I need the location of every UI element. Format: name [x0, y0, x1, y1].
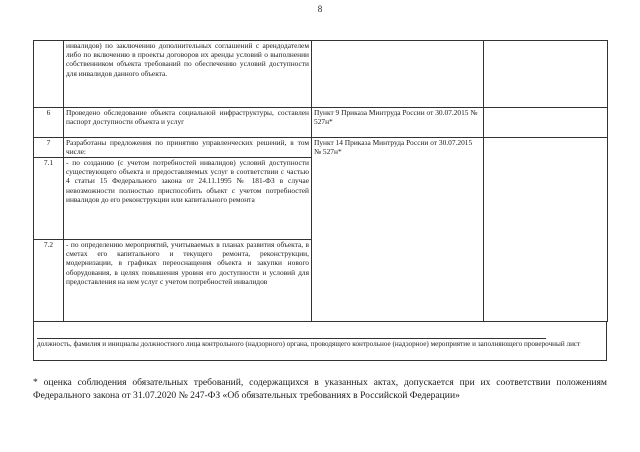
signature-line[interactable] [37, 338, 546, 339]
answer-cell[interactable] [484, 138, 608, 322]
row-number: 7.1 [34, 158, 64, 240]
table-row [34, 41, 608, 108]
signature-caption: должность, фамилия и инициалы должностного лица контрольного (надзорного) органа, проводящего контрольное (надзорное) мероприятие и заполняющего проверочный лист [37, 340, 581, 348]
page-number: 8 [317, 4, 323, 14]
row-number [34, 41, 64, 108]
row-number: 7.2 [34, 240, 64, 322]
checklist-table [33, 40, 608, 322]
legal-reference [312, 41, 484, 108]
requirement-text: Проведено обследование объекта социальной инфраструктуры, составлен паспорт доступности объекта и услуг [64, 108, 312, 138]
footnote: * оценка соблюдения обязательных требований, содержащихся в указанных актах, допускается при их соответствии положениям Федерального закона от 31.07.2020 № 247-ФЗ «Об обязательных требованиях в Российской Федерации» [33, 377, 607, 401]
table-row [34, 138, 608, 158]
answer-cell[interactable] [484, 41, 608, 108]
signature-block [33, 321, 607, 361]
legal-reference: Пункт 14 Приказа Минтруда России от 30.07.2015 № 527н* [312, 138, 484, 322]
row-number: 7 [34, 138, 64, 158]
legal-reference: Пункт 9 Приказа Минтруда России от 30.07.2015 № 527н* [312, 108, 484, 138]
requirement-text: - по созданию (с учетом потребностей инвалидов) условий доступности существующего объекта и предоставляемых услуг в соответствии с частью 4 статьи 15 Федерального закона от 24.11.1995 № 181-ФЗ в случае невозможности полностью приспособить объект с учетом потребностей инвалидов до его реконструкции или капитального ремонта [64, 158, 312, 240]
answer-cell[interactable] [484, 108, 608, 138]
table-row [34, 108, 608, 138]
requirement-text: Разработаны предложения по принятию управленческих решений, в том числе: [64, 138, 312, 158]
requirement-text: инвалидов) по заключению дополнительных соглашений с арендодателем либо по включению в проекты договоров их аренды условий о выполнении собственником объекта требований по обеспечению условий доступности для инвалидов данного объекта. [64, 41, 312, 108]
row-number: 6 [34, 108, 64, 138]
requirement-text: - по определению мероприятий, учитываемых в планах развития объекта, в сметах его капитального и текущего ремонта, реконструкции, модернизации, в графиках переоснащения объекта и закупки нового оборудования, в целях повышения уровня его доступности и условий для предоставления на нем услуг с учетом потребностей инвалидов [64, 240, 312, 322]
